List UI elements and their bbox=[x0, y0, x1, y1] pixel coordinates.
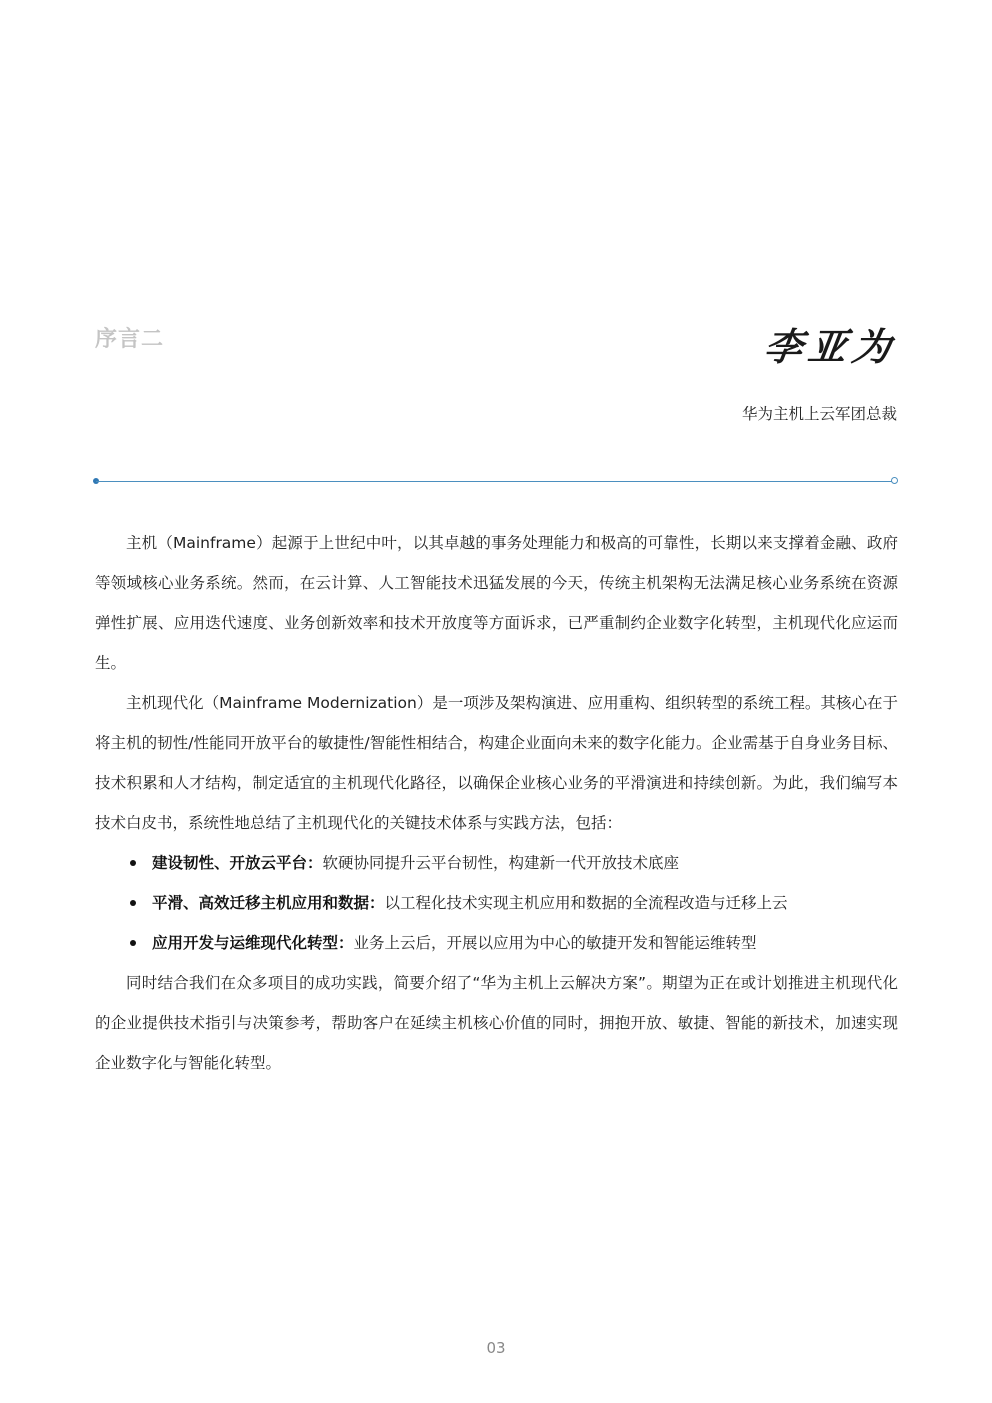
bullet-title: 应用开发与运维现代化转型： bbox=[152, 934, 354, 952]
closing-paragraph: 同时结合我们在众多项目的成功实践，简要介绍了“华为主机上云解决方案”。期望为正在或计划推进主机现代化的企业提供技术指引与决策参考，帮助客户在延续主机核心价值的同时，拥抱开放、敏捷、智能的新技术，加速实现企业数字化与智能化转型。 bbox=[95, 974, 898, 1072]
divider-dot-right bbox=[891, 477, 898, 484]
paragraph: 主机现代化（Mainframe Modernization）是一项涉及架构演进、应用重构、组织转型的系统工程。其核心在于将主机的韧性/性能同开放平台的敏捷性/智能性相结合，构建企业面向未来的数字化能力。企业需基于自身业务目标、技术积累和人才结构，制定适宜的主机现代化路径，以确保企业核心业务的平滑演进和持续创新。为此，我们编写本技术白皮书，系统性地总结了主机现代化的关键技术体系与实践方法，包括： bbox=[95, 694, 898, 832]
author-signature: 李亚为 bbox=[761, 324, 900, 369]
bullet-list bbox=[95, 843, 898, 963]
bullet-text: 业务上云后，开展以应用为中心的敏捷开发和智能运维转型 bbox=[353, 934, 757, 952]
bullet-title: 建设韧性、开放云平台： bbox=[152, 854, 323, 872]
bullet-icon bbox=[130, 860, 136, 866]
bullet-text: 以工程化技术实现主机应用和数据的全流程改造与迁移上云 bbox=[384, 894, 788, 912]
bullet-text: 软硬协同提升云平台韧性，构建新一代开放技术底座 bbox=[322, 854, 680, 872]
author-title: 华为主机上云军团总裁 bbox=[741, 405, 897, 423]
section-label: 序言二 bbox=[95, 327, 165, 352]
list-item bbox=[95, 883, 898, 923]
page-number: 03 bbox=[486, 1339, 506, 1357]
bullet-icon bbox=[130, 940, 136, 946]
bullet-icon bbox=[130, 900, 136, 906]
divider-line bbox=[96, 481, 896, 482]
list-item bbox=[95, 843, 898, 883]
bullet-title: 平滑、高效迁移主机应用和数据： bbox=[152, 894, 385, 912]
paragraph: 主机（Mainframe）起源于上世纪中叶，以其卓越的事务处理能力和极高的可靠性，长期以来支撑着金融、政府等领域核心业务系统。然而，在云计算、人工智能技术迅猛发展的今天，传统主机架构无法满足核心业务系统在资源弹性扩展、应用迭代速度、业务创新效率和技术开放度等方面诉求，已严重制约企业数字化转型，主机现代化应运而生。 bbox=[95, 534, 898, 672]
list-item bbox=[95, 923, 898, 963]
body-text bbox=[95, 523, 898, 1083]
